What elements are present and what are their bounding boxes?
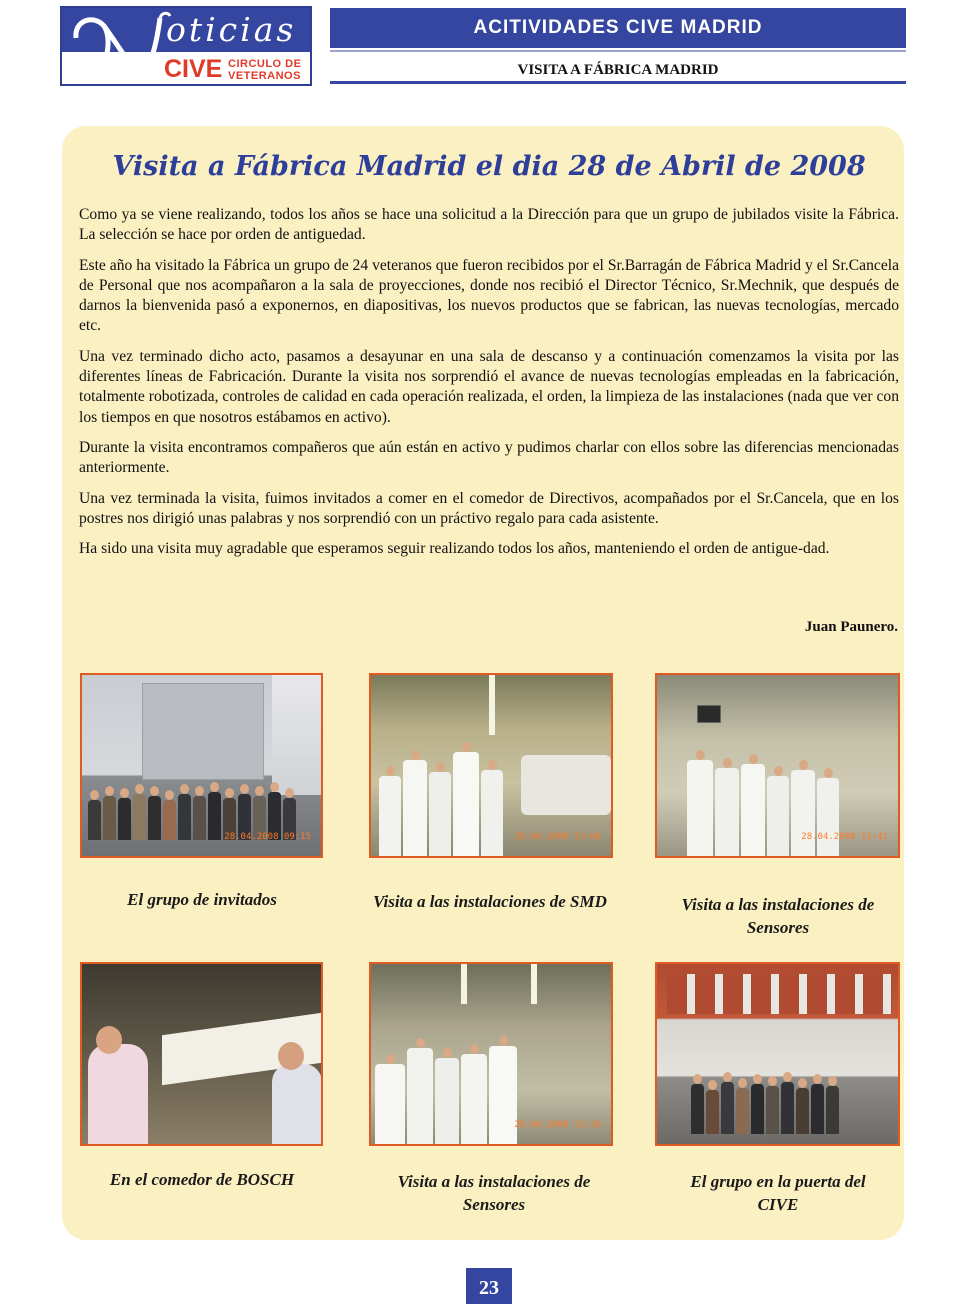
photo-smd-visit <box>369 673 613 858</box>
paragraph-3: Una vez terminado dicho acto, pasamos a desayunar en una sala de descanso y a continuación comenzamos la visita por las diferentes líneas de Fabricación. Durante la visita nos sorprendió el avance de nuevas tecnologías empleadas en la fabricación, totalmente robotizada, controles de calidad en cada operación realizada, el orden, la limpieza de las instalaciones (nada que ver con los tiempos en que nosotros estábamos en activo). <box>79 347 899 426</box>
photo-date-stamp: 28.04.2008 11:06 <box>514 832 601 842</box>
paragraph-4: Durante la visita encontramos compañeros que aún están en activo y pudimos charlar con ellos sobre las diferencias mencionadas anteriormente. <box>79 438 899 477</box>
newsletter-logo <box>60 6 312 86</box>
photo-date-stamp: 28.04.2008 11:26 <box>514 1120 601 1130</box>
logo-word: oticias <box>166 10 297 49</box>
logo-n-flourish-icon <box>64 8 174 84</box>
brick-windows <box>667 974 892 1014</box>
caption-cive-entrance: El grupo en la puerta del CIVE <box>690 1172 866 1214</box>
article-author: Juan Paunero. <box>804 619 898 635</box>
paragraph-1: Como ya se viene realizando, todos los años se hace una solicitud a la Dirección para que un grupo de jubilados visite la Fábrica. La selección se hace por orden de antiguedad. <box>79 206 899 244</box>
photo-date-stamp: 28.04.2008 09:15 <box>224 832 311 842</box>
smd-machine <box>521 755 611 815</box>
paragraph-6: Ha sido una visita muy agradable que esperamos seguir realizando todos los años, manteniendo el orden de antigue-dad. <box>79 540 830 558</box>
ceiling-light <box>489 675 495 735</box>
logo-subtitle-line2: VETERANOS <box>228 70 301 82</box>
caption-smd-visit: Visita a las instalaciones de SMD <box>373 892 607 911</box>
workers-group <box>375 1036 519 1144</box>
logo-cive: CIVE <box>164 55 223 83</box>
photo-sensors-visit-2 <box>369 962 613 1146</box>
logo-subtitle <box>228 58 301 82</box>
paragraph-5: Una vez terminada la visita, fuimos invitados a comer en el comedor de Directivos, acompañados por el Sr.Cancela, que en los postres nos dirigió unas palabras y nos sorprendió con un práctivo regalo para cada asistente. <box>79 489 899 527</box>
building-facade <box>142 683 264 780</box>
diner-left <box>88 1044 148 1146</box>
workers-group <box>379 742 505 856</box>
sky-area <box>272 675 323 795</box>
photo-bosch-dining <box>80 962 323 1146</box>
photo-guests-group <box>80 673 323 858</box>
section-title-bar: ACITIVIDADES CIVE MADRID <box>330 8 906 48</box>
caption-sensors-visit-2: Visita a las instalaciones de Sensores <box>397 1172 591 1214</box>
page-number: 23 <box>466 1268 512 1304</box>
photo-sensors-visit-1 <box>655 673 900 858</box>
caption-sensors-visit-1: Visita a las instalaciones de Sensores <box>681 895 875 937</box>
article-title: Visita a Fábrica Madrid el dia 28 de Abril de 2008 <box>112 151 866 182</box>
article-body <box>79 205 899 569</box>
logo-subtitle-line1: CIRCULO DE <box>228 58 302 70</box>
section-subtitle: VISITA A FÁBRICA MADRID <box>330 52 906 84</box>
paragraph-2: Este año ha visitado la Fábrica un grupo de 24 veteranos que fueron recibidos por el Sr.Barragán de Fábrica Madrid y el Sr.Cancela de Personal que nos acompañaron a la sala de proyecciones, donde nos recibió el Director Técnico, Sr.Mechnik, que después de darnos la bienvenida pasó a exponernos, en diapositivas, los nuevos productos que se fabrican, las nuevas tecnologías, mercado etc. <box>79 256 899 335</box>
caption-guests-group: El grupo de invitados <box>127 890 277 909</box>
ceiling-light <box>461 964 467 1004</box>
diner-right <box>272 1064 322 1146</box>
monitor-screen <box>697 705 721 723</box>
caption-bosch-dining: En el comedor de BOSCH <box>109 1170 295 1189</box>
photo-cive-entrance <box>655 962 900 1146</box>
photo-date-stamp: 28.04.2008 11:41 <box>801 832 888 842</box>
ceiling-light <box>531 964 537 1004</box>
diner-face <box>278 1042 304 1070</box>
diner-face <box>96 1026 122 1054</box>
people-group <box>691 1072 841 1134</box>
